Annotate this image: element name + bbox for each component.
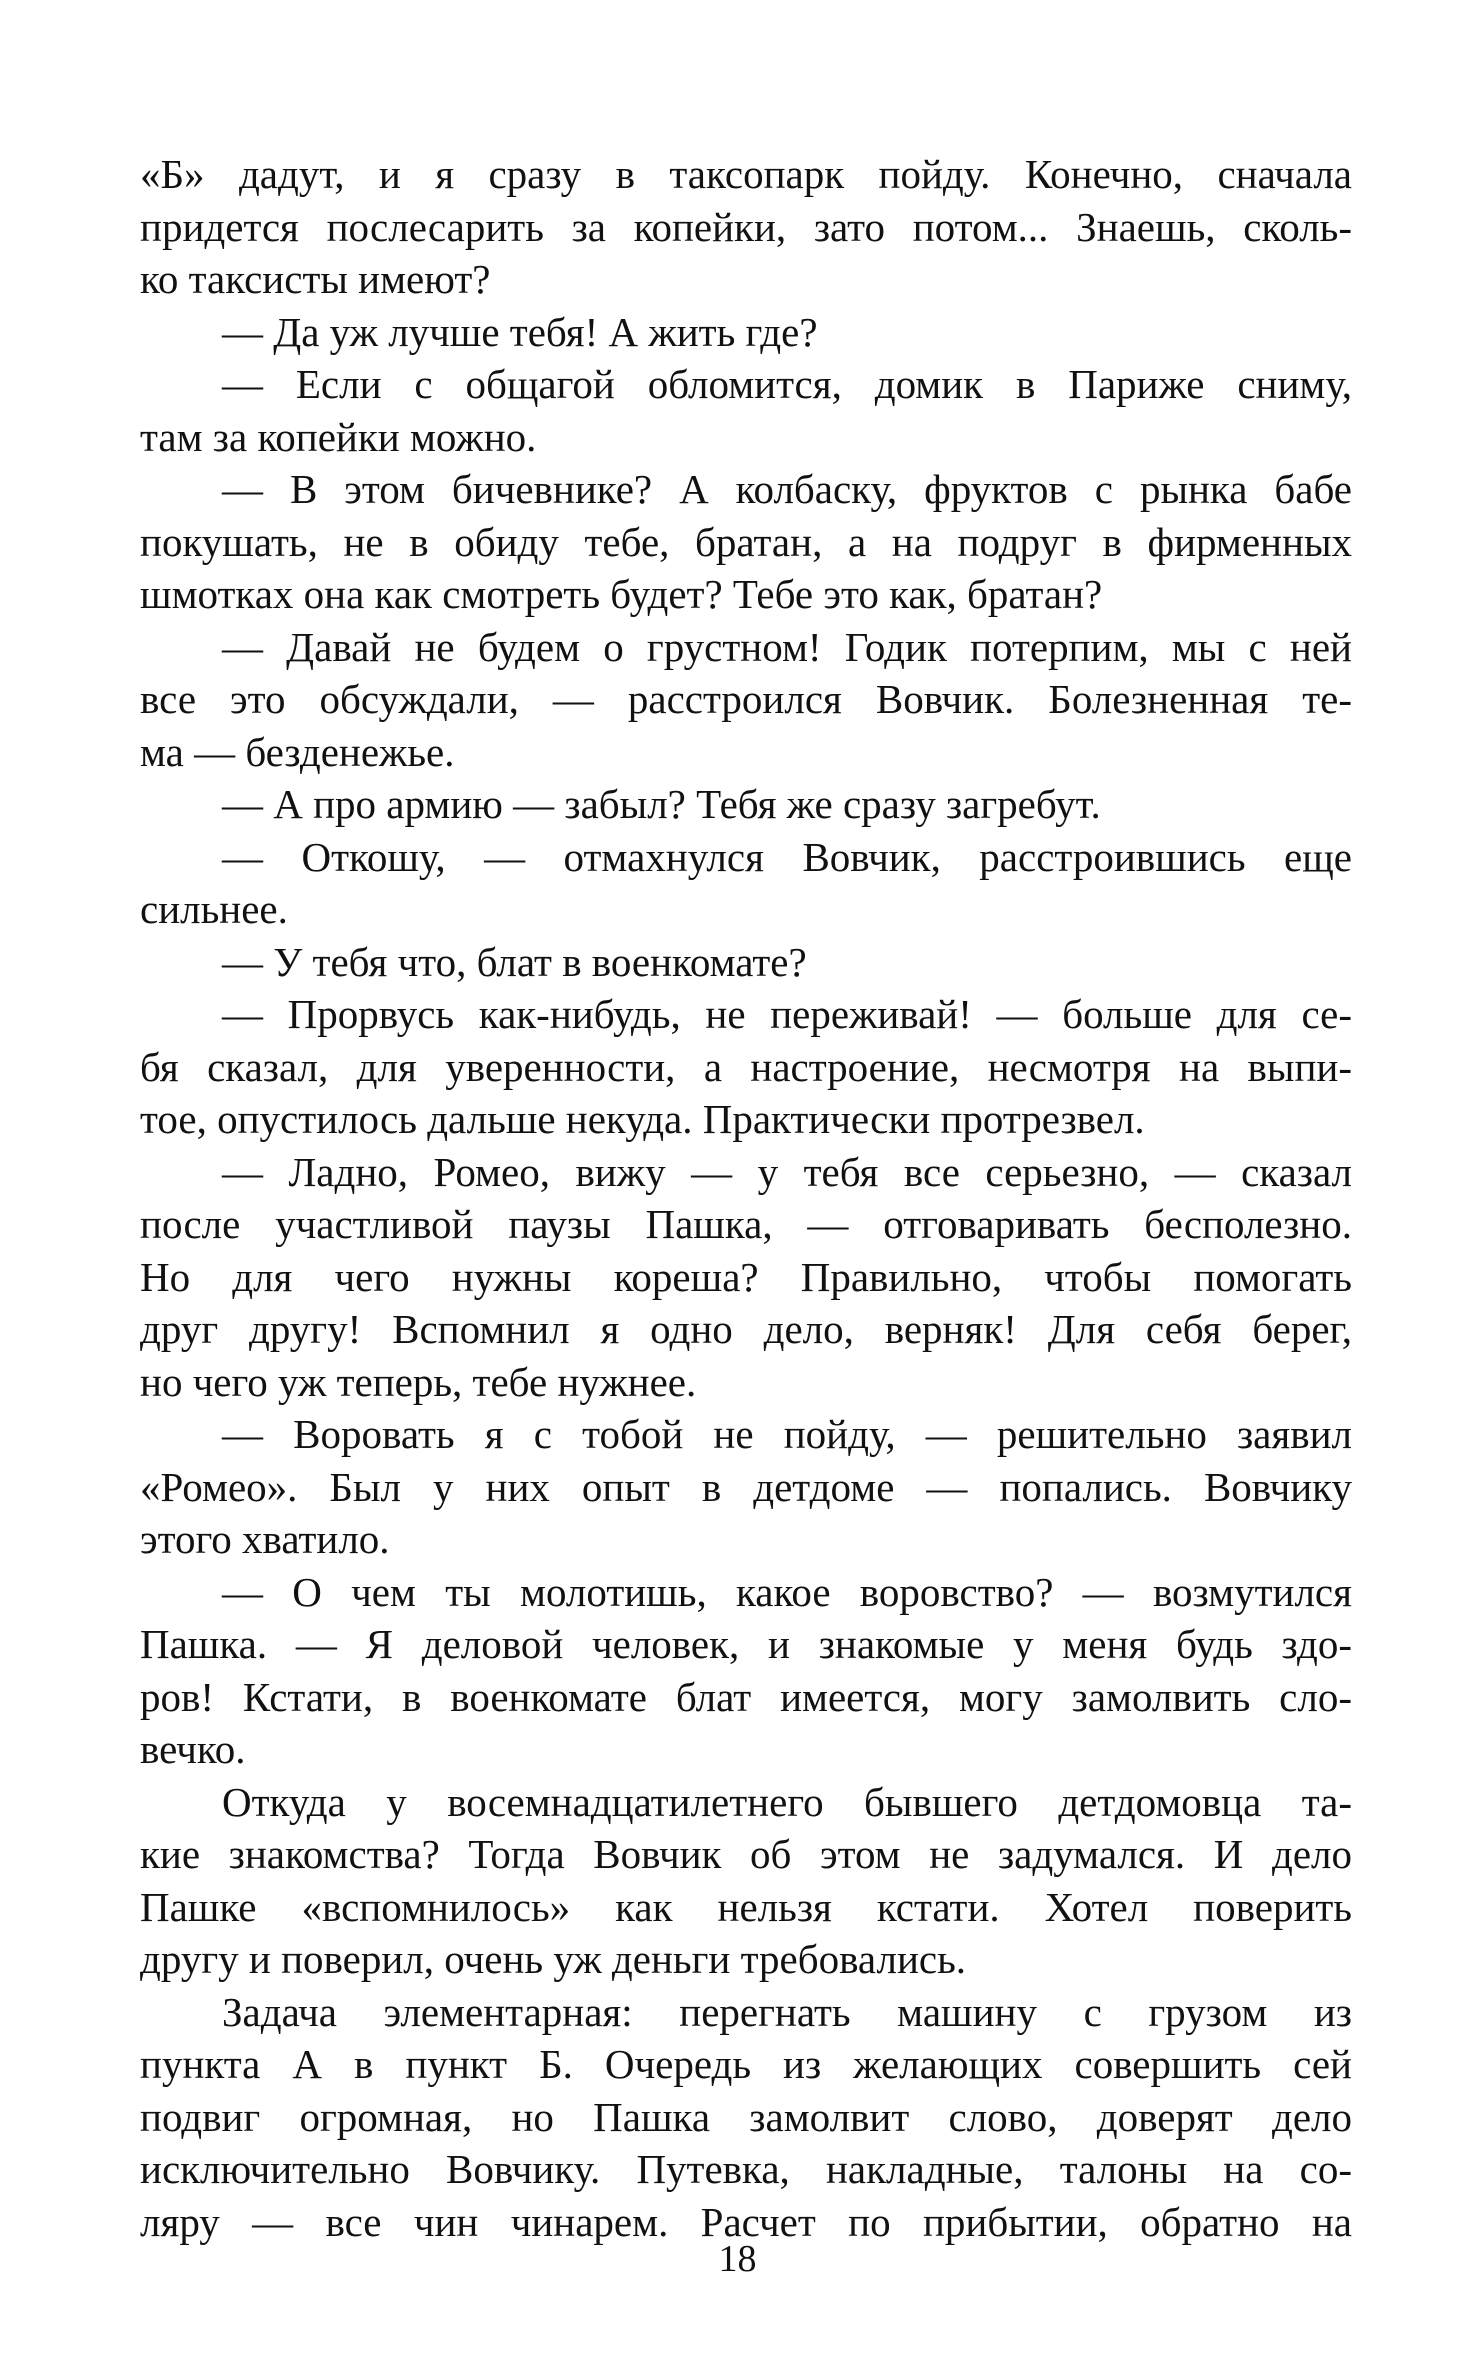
text-line: бя сказал, для уверенности, а настроение, несмотря на выпи- <box>140 1043 1352 1090</box>
text-line: там за копейки можно. <box>140 413 537 460</box>
page-number: 18 <box>718 2238 757 2280</box>
text-line: ляру — все чин чинарем. Расчет по прибытии, обратно на <box>140 2198 1352 2245</box>
text-line: Пашка. — Я деловой человек, и знакомые у меня будь здо- <box>140 1621 1352 1667</box>
text-line: другу и поверил, очень уж деньги требовались. <box>140 1936 967 1982</box>
text-line: друг другу! Вспомнил я одно дело, верняк! Для себя берег, <box>140 1306 1352 1352</box>
text-line: исключительно Вовчику. Путевка, накладные, талоны на со- <box>140 2146 1352 2192</box>
text-line: — Прорвусь как-нибудь, не переживай! — больше для се- <box>222 991 1352 1037</box>
text-line: — Откошу, — отмахнулся Вовчик, расстроившись еще <box>222 833 1352 880</box>
text-line: все это обсуждали, — расстроился Вовчик. Болезненная те- <box>140 676 1352 722</box>
text-line: — О чем ты молотишь, какое воровство? — возмутился <box>222 1568 1352 1615</box>
text-line: — Давай не будем о грустном! Годик потерпим, мы с ней <box>222 623 1352 670</box>
text-line: Откуда у восемнадцатилетнего бывшего детдомовца та- <box>222 1778 1352 1825</box>
text-line: — Ладно, Ромео, вижу — у тебя все серьезно, — сказал <box>222 1148 1352 1195</box>
text-line: — У тебя что, блат в военкомате? <box>222 938 807 985</box>
body-text <box>140 148 1352 2248</box>
text-line: «Б» дадут, и я сразу в таксопарк пойду. Конечно, сначала <box>140 151 1352 197</box>
text-line: — Если с общагой обломится, домик в Париже сниму, <box>222 361 1352 407</box>
text-line: подвиг огромная, но Пашка замолвит слово, доверят дело <box>140 2093 1352 2140</box>
text-line: тое, опустилось дальше некуда. Практически протрезвел. <box>140 1096 1145 1142</box>
text-line: ров! Кстати, в военкомате блат имеется, могу замолвить сло- <box>140 1673 1352 1720</box>
text-line: — А про армию — забыл? Тебя же сразу загребут. <box>222 781 1101 827</box>
text-line: пункта А в пункт Б. Очередь из желающих совершить сей <box>140 2041 1352 2087</box>
text-line: — Воровать я с тобой не пойду, — решительно заявил <box>222 1411 1352 1457</box>
text-line: ко таксисты имеют? <box>140 256 491 302</box>
text-line: вечко. <box>140 1726 246 1772</box>
text-line: но чего уж теперь, тебе нужнее. <box>140 1358 697 1405</box>
text-line: покушать, не в обиду тебе, братан, а на подруг в фирменных <box>140 518 1352 565</box>
text-line: Но для чего нужны кореша? Правильно, чтобы помогать <box>140 1253 1352 1300</box>
text-line: Пашке «вспомнилось» как нельзя кстати. Хотел поверить <box>140 1883 1352 1930</box>
text-line: — В этом бичевнике? А колбаску, фруктов с рынка бабе <box>222 466 1352 512</box>
text-line: шмотках она как смотреть будет? Тебе это как, братан? <box>140 571 1103 617</box>
text-line: после участливой паузы Пашка, — отговаривать бесполезно. <box>140 1201 1352 1247</box>
text-line: «Ромео». Был у них опыт в детдоме — попались. Вовчику <box>140 1463 1352 1510</box>
text-line: Задача элементарная: перегнать машину с грузом из <box>222 1988 1352 2035</box>
text-line: сильнее. <box>140 886 288 932</box>
text-line: кие знакомства? Тогда Вовчик об этом не задумался. И дело <box>140 1831 1352 1877</box>
text-line: ма — безденежье. <box>140 728 455 775</box>
text-line: придется послесарить за копейки, зато потом... Знаешь, сколь- <box>140 203 1352 250</box>
text-line: — Да уж лучше тебя! А жить где? <box>222 308 818 355</box>
text-line: этого хватило. <box>140 1516 390 1562</box>
